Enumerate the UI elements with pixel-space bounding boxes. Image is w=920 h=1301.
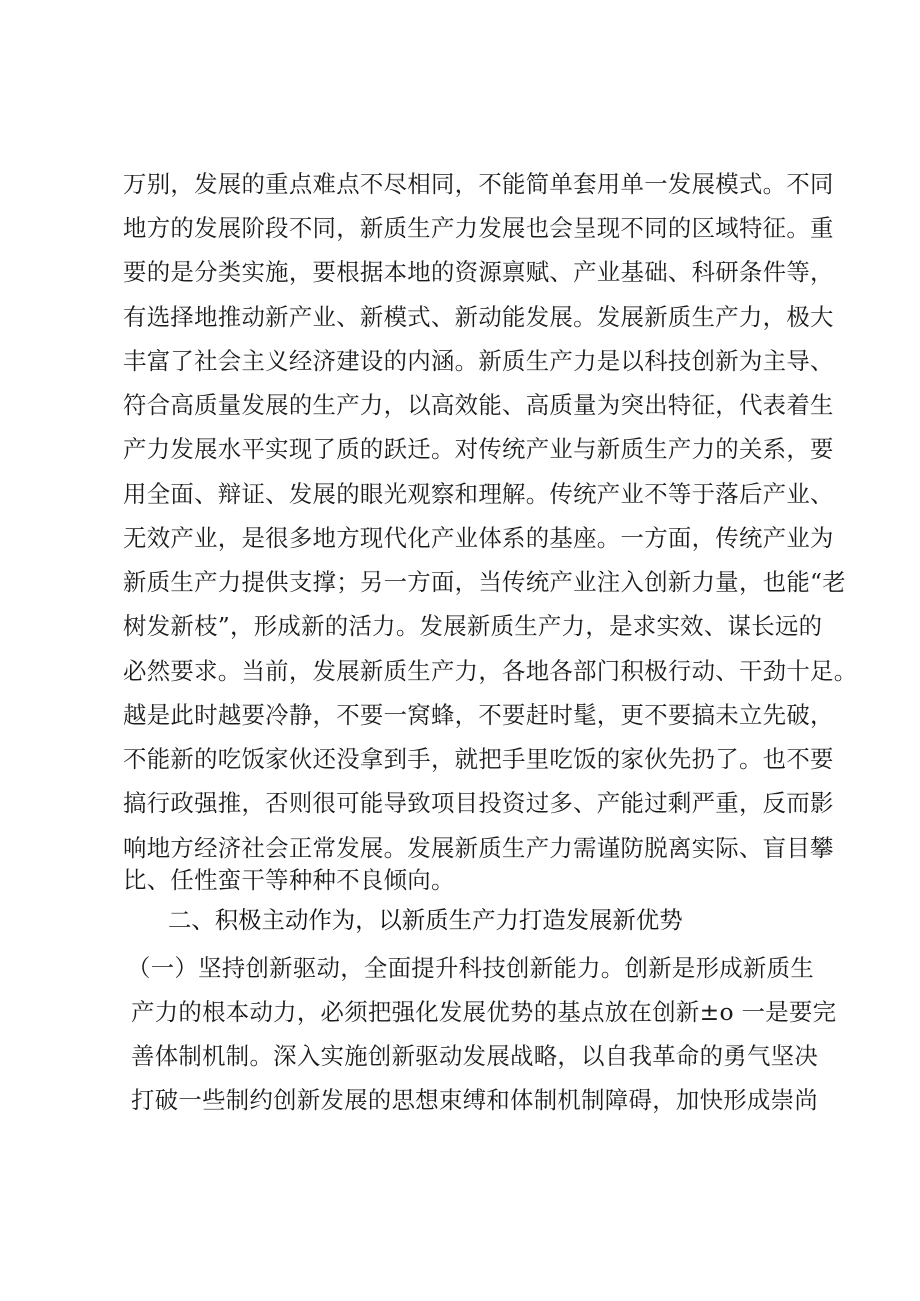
body-text-line: 产力的根本动力，必须把强化发展优势的基点放在创新±o 一是要完 — [131, 998, 837, 1026]
body-text-line: 善体制机制。深入实施创新驱动发展战略，以自我革命的勇气坚决 — [131, 1042, 819, 1070]
body-text-line: 必然要求。当前，发展新质生产力，各地各部门积极行动、干劲十足。 — [123, 657, 858, 685]
body-text-line: 树发新枝”，形成新的活力。发展新质生产力，是求实效、谋长远的 — [123, 612, 823, 640]
body-text-line: 越是此时越要冷静，不要一窝蜂，不要赶时髦，更不要搞未立先破， — [123, 701, 834, 729]
body-text-line: 要的是分类实施，要根据本地的资源禀赋、产业基础、科研条件等， — [123, 258, 834, 286]
body-text-line: 比、任性蛮干等种种不良倾向。 — [123, 866, 455, 894]
body-text-line: 搞行政强推，否则很可能导致项目投资过多、产能过剩严重，反而影 — [123, 789, 834, 817]
body-text-line: 产力发展水平实现了质的跃迁。对传统产业与新质生产力的关系，要 — [123, 435, 834, 463]
body-text-line: 用全面、辩证、发展的眼光观察和理解。传统产业不等于落后产业、 — [123, 480, 834, 508]
body-text-line: 不能新的吃饭家伙还没拿到手，就把手里吃饭的家伙先扔了。也不要 — [123, 745, 834, 773]
body-text-line: （一）坚持创新驱动，全面提升科技创新能力。创新是形成新质生 — [127, 954, 815, 982]
body-text-line: 新质生产力提供支撑；另一方面，当传统产业注入创新力量，也能“老 — [123, 568, 846, 596]
body-text-line: 响地方经济社会正常发展。发展新质生产力需谨防脱离实际、盲目攀 — [123, 834, 834, 862]
body-text-line: 打破一些制约创新发展的思想束缚和体制机制障碍，加快形成崇尚 — [131, 1086, 819, 1114]
body-text-line: 符合高质量发展的生产力，以高效能、高质量为突出特征，代表着生 — [123, 391, 834, 419]
section-heading: 二、积极主动作为，以新质生产力打造发展新优势 — [168, 906, 683, 934]
body-text-line: 有选择地推动新产业、新模式、新动能发展。发展新质生产力，极大 — [123, 303, 834, 331]
body-text-line: 万别，发展的重点难点不尽相同，不能简单套用单一发展模式。不同 — [123, 170, 834, 198]
body-text-line: 无效产业，是很多地方现代化产业体系的基座。一方面，传统产业为 — [123, 524, 834, 552]
body-text-line: 地方的发展阶段不同，新质生产力发展也会呈现不同的区域特征。重 — [123, 214, 834, 242]
body-text-line: 丰富了社会主义经济建设的内涵。新质生产力是以科技创新为主导、 — [123, 347, 834, 375]
